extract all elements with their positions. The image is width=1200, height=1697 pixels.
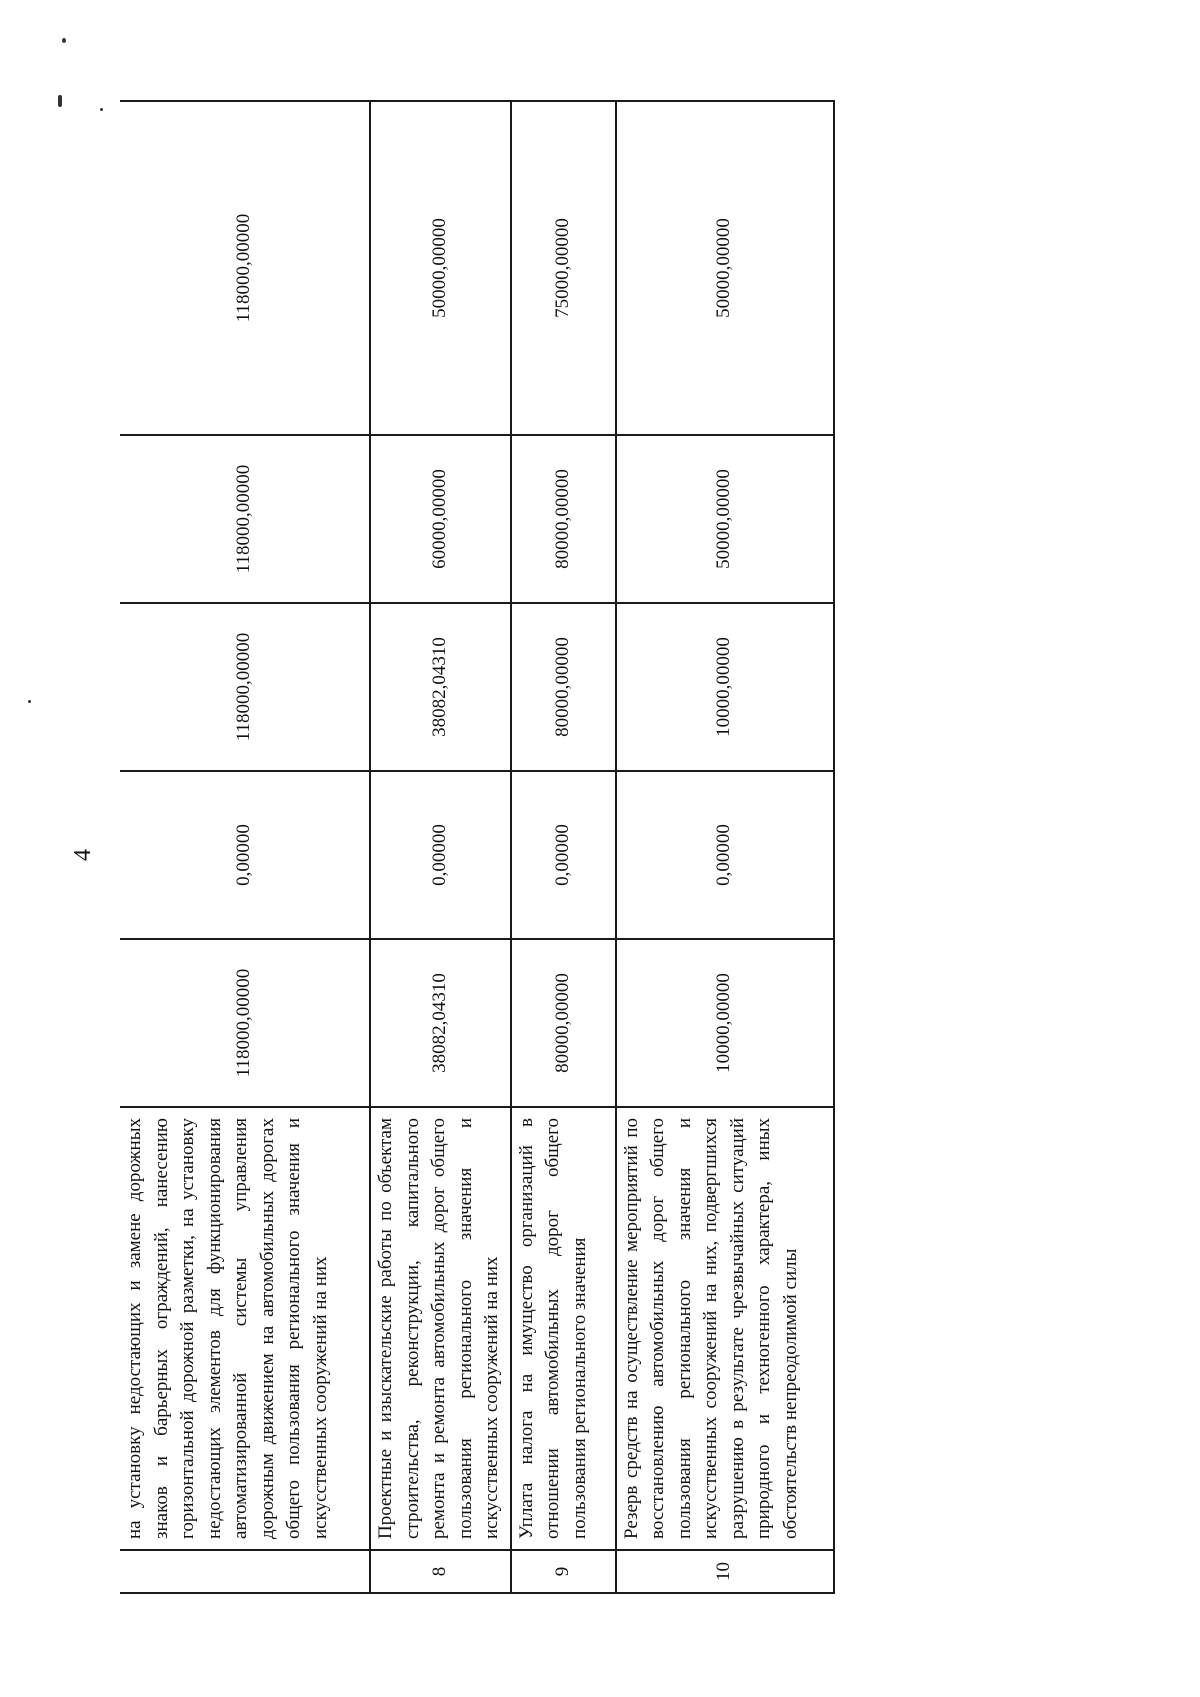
row-description: Резерв средств на осуществление мероприятий по восстановлению автомобильных дорог общего пользования регионального значения и искусственных сооружений на них, подвергшихся разрушению в результате чрезвычайных ситуаций природного и техногенного характера, иных обстоятельств непреодолимой силы (616, 1107, 834, 1550)
value-cell: 0,00000 (120, 771, 370, 939)
scan-speck (100, 108, 103, 111)
value-cell: 0,00000 (511, 771, 616, 939)
row-description: на установку недостающих и замене дорожных знаков и барьерных ограждений, нанесению горизонтальной дорожной разметки, на установку недостающих элементов для функционирования автоматизированной системы управления дорожным движением на автомобильных дорогах общего пользования регионального значения и искусственных сооружений на них (120, 1107, 370, 1550)
value-cell: 80000,00000 (511, 603, 616, 771)
row-description: Проектные и изыскательские работы по объектам строительства, реконструкции, капитального ремонта и ремонта автомобильных дорог общего пользования регионального значения и искусственных сооружений на них (370, 1107, 511, 1550)
table-row (511, 101, 616, 1593)
value-cell: 80000,00000 (511, 435, 616, 603)
value-cell: 60000,00000 (370, 435, 511, 603)
value-cell: 80000,00000 (511, 939, 616, 1107)
table-row (616, 101, 834, 1593)
value-cell: 10000,00000 (616, 603, 834, 771)
scan-speck (62, 38, 66, 43)
row-description: Уплата налога на имущество организаций в отношении автомобильных дорог общего пользования регионального значения (511, 1107, 616, 1550)
table-row (120, 101, 370, 1593)
value-cell: 10000,00000 (616, 939, 834, 1107)
value-cell: 0,00000 (370, 771, 511, 939)
row-number: 8 (370, 1550, 511, 1593)
budget-table (120, 100, 835, 1594)
value-cell: 118000,00000 (120, 101, 370, 435)
value-cell: 50000,00000 (370, 101, 511, 435)
value-cell: 0,00000 (616, 771, 834, 939)
value-cell: 38082,04310 (370, 603, 511, 771)
row-number (120, 1550, 370, 1593)
value-cell: 118000,00000 (120, 435, 370, 603)
row-number: 9 (511, 1550, 616, 1593)
value-cell: 118000,00000 (120, 603, 370, 771)
value-cell: 50000,00000 (616, 435, 834, 603)
value-cell: 50000,00000 (616, 101, 834, 435)
table-row (370, 101, 511, 1593)
page-number: 4 (70, 849, 96, 861)
value-cell: 75000,00000 (511, 101, 616, 435)
scan-speck (28, 700, 31, 703)
row-number: 10 (616, 1550, 834, 1593)
value-cell: 118000,00000 (120, 939, 370, 1107)
scan-speck (58, 95, 62, 107)
value-cell: 38082,04310 (370, 939, 511, 1107)
